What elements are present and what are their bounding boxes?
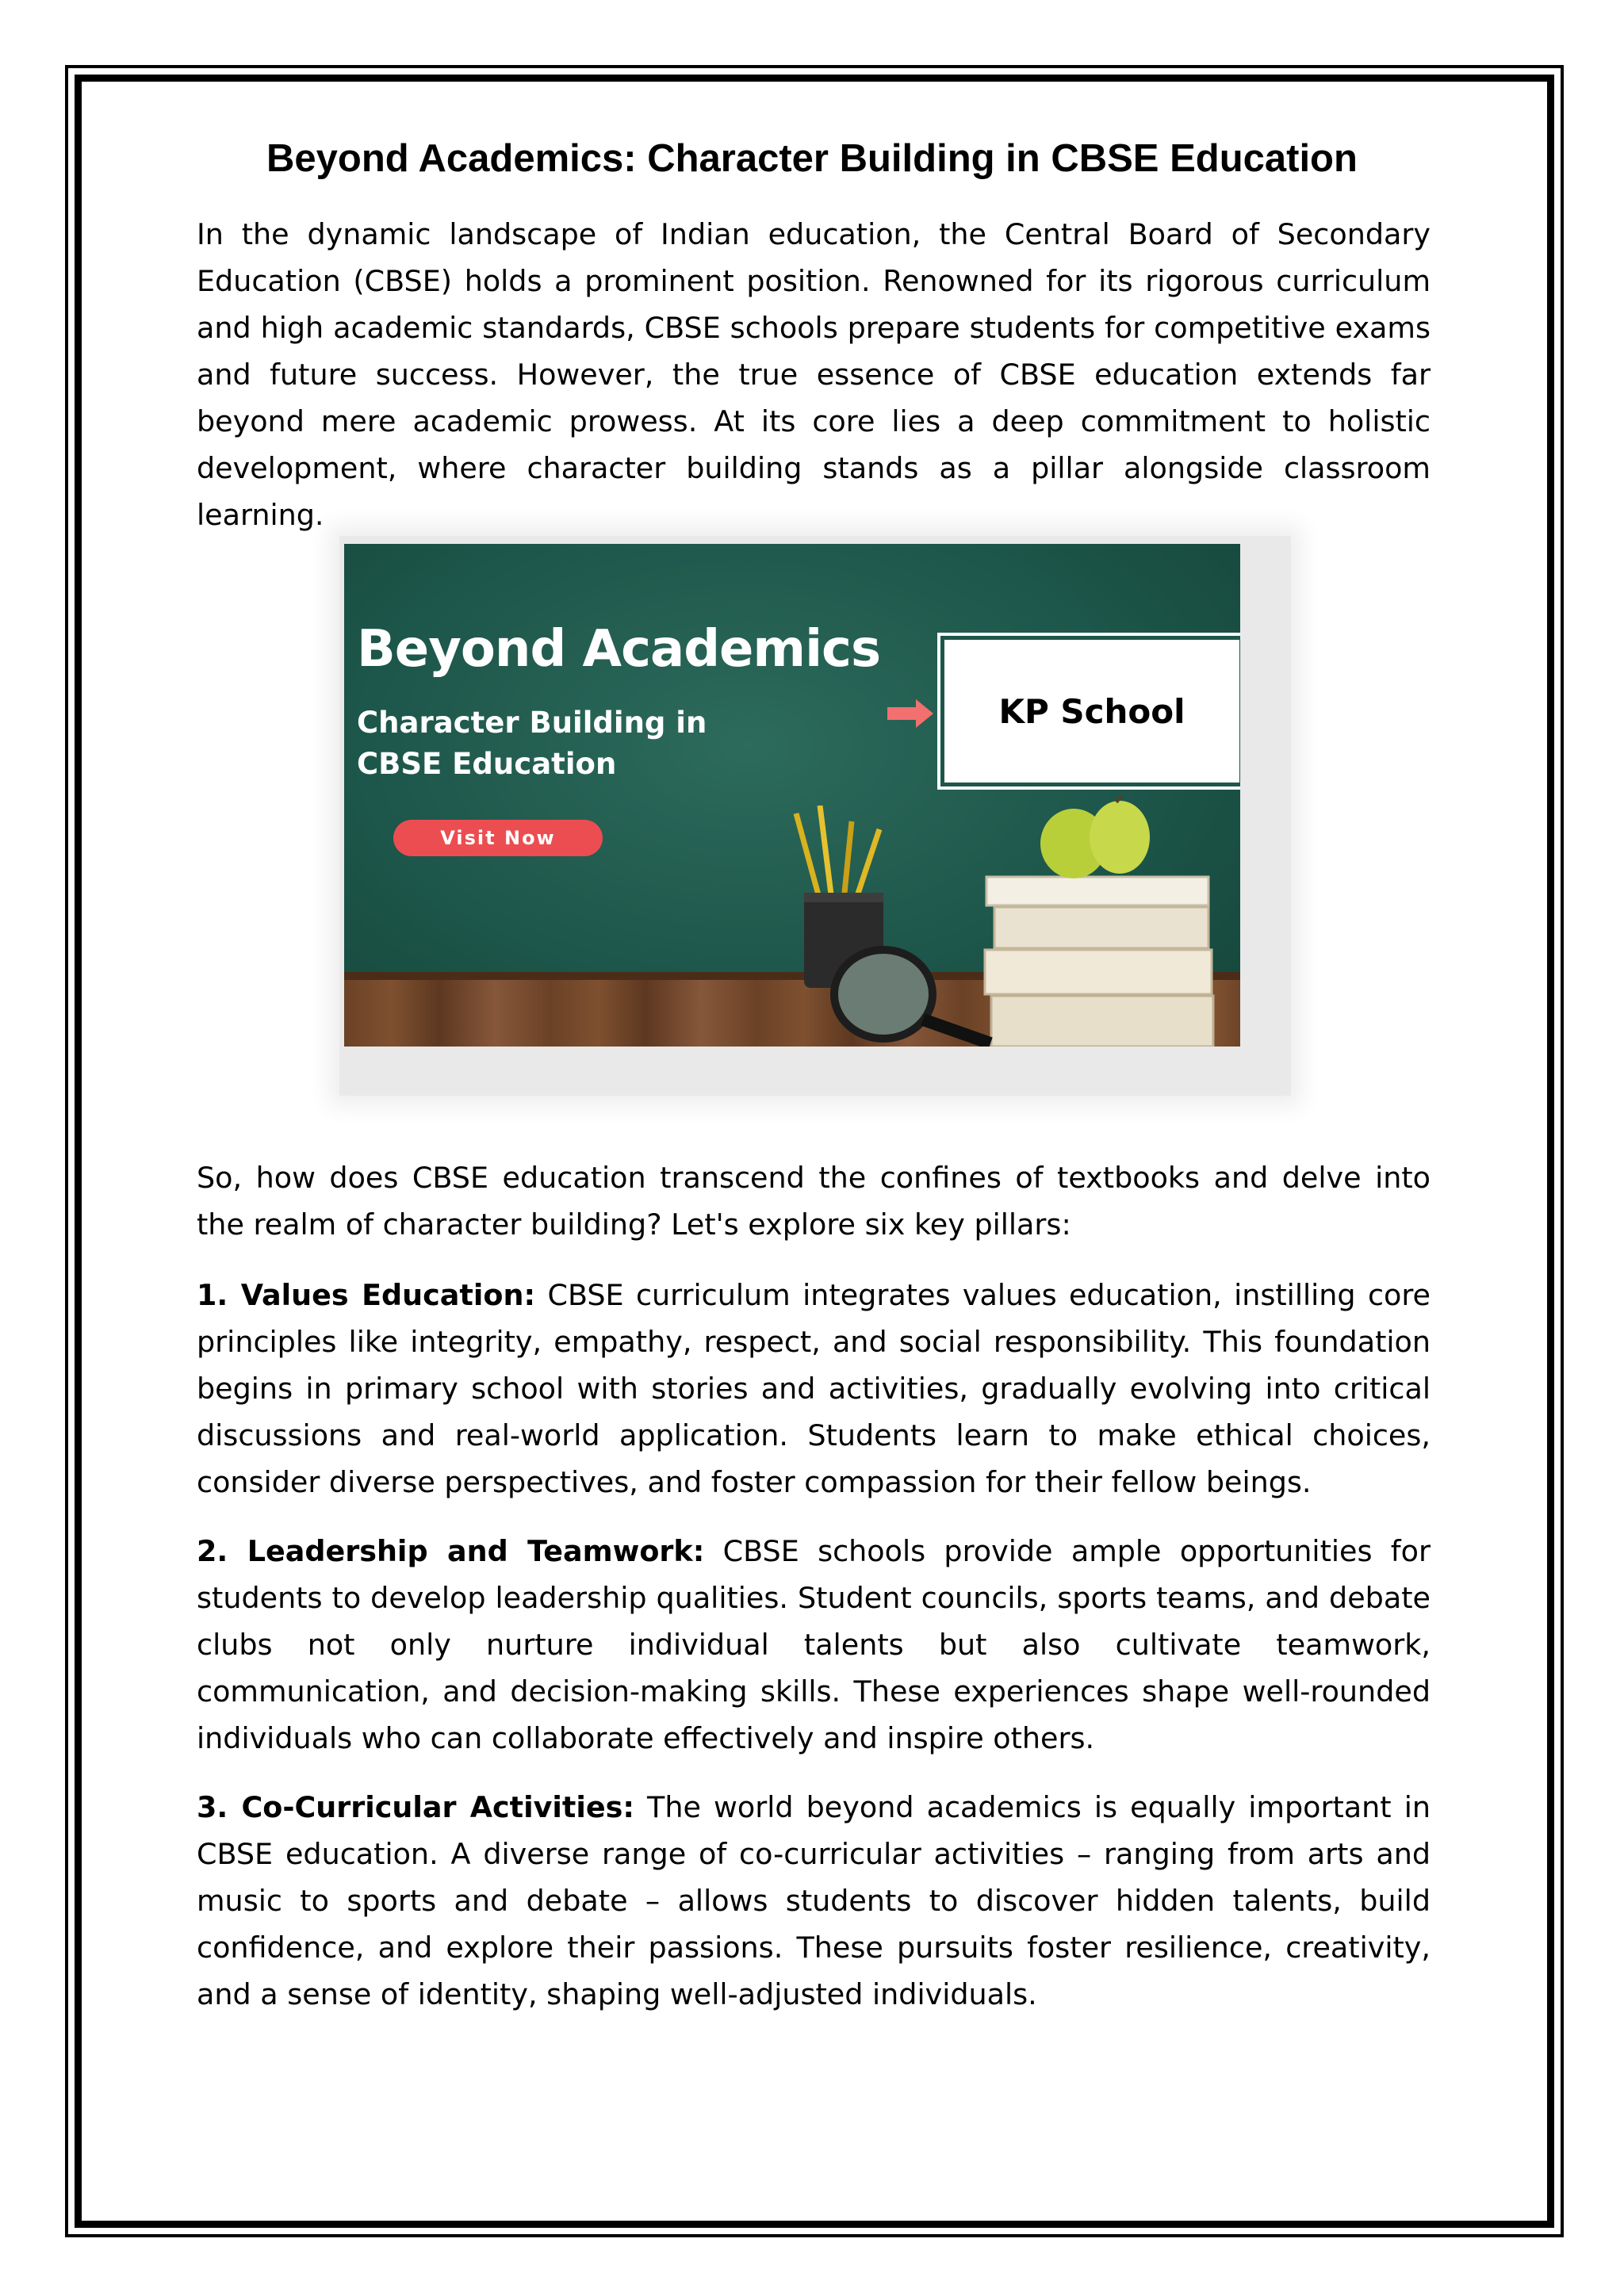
- school-name: KP School: [998, 691, 1185, 731]
- banner-image: [344, 544, 1240, 1047]
- transition-paragraph: So, how does CBSE education transcend the confines of textbooks and delve into the realm of character building? Let's explore six key pillars:: [197, 1161, 1431, 1242]
- apple-icon: [1034, 796, 1153, 883]
- pillar-heading: 1. Values Education:: [197, 1278, 536, 1312]
- magnifying-glass-icon: [828, 932, 994, 1047]
- banner-subheading: Character Building in CBSE Education: [357, 706, 707, 781]
- arrow-icon: [887, 699, 933, 728]
- pillar-paragraph: [197, 1528, 1431, 1762]
- document-title: Beyond Academics: Character Building in CBSE Education: [266, 137, 1358, 180]
- pillar-text: CBSE curriculum integrates values education, instilling core principles like integrity, empathy, respect, and social responsibility. This foundation begins in primary school with stories and activities, gradually evolving into critical discussions and real-world application. Students learn to make ethical choices, consider diverse perspectives, and foster compassion for their fellow beings.: [197, 1278, 1431, 1499]
- books-icon: [971, 861, 1224, 1047]
- intro-paragraph: In the dynamic landscape of Indian education, the Central Board of Secondary Education (CBSE) holds a prominent position. Renowned for its rigorous curriculum and high academic standards, CBSE schools prepare students for competitive exams and future success. However, the true essence of CBSE education extends far beyond mere academic prowess. At its core lies a deep commitment to holistic development, where character building stands as a pillar alongside classroom learning.: [197, 217, 1431, 532]
- pillar-heading: 3. Co-Curricular Activities:: [197, 1790, 634, 1824]
- pillar-text: The world beyond academics is equally important in CBSE education. A diverse range of co-curricular activities – ranging from arts and music to sports and debate – allows students to discover hidden talents, build confidence, and explore their passions. These pursuits foster resilience, creativity, and a sense of identity, shaping well-adjusted individuals.: [197, 1790, 1431, 2011]
- pillar-paragraph: [197, 1272, 1431, 1506]
- pillar-paragraph: [197, 1784, 1431, 2018]
- banner-heading: Beyond Academics: [357, 620, 881, 679]
- school-name-box: [940, 636, 1240, 786]
- pillar-text: CBSE schools provide ample opportunities for students to develop leadership qualities. Student councils, sports teams, and debate clubs not only nurture individual talents but also cultivate teamwork, communication, and decision-making skills. These experiences shape well-rounded individuals who can collaborate effectively and inspire others.: [197, 1534, 1431, 1755]
- pillar-heading: 2. Leadership and Teamwork:: [197, 1534, 705, 1568]
- visit-now-button: Visit Now: [393, 820, 603, 856]
